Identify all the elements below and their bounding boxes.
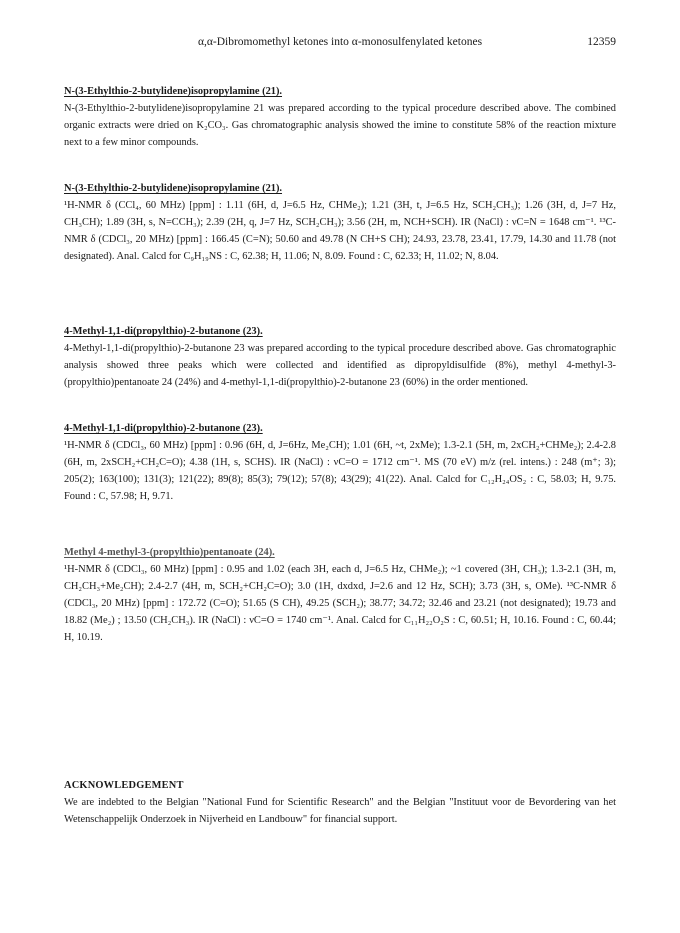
section-heading: 4-Methyl-1,1-di(propylthio)-2-butanone (23). [64, 326, 263, 337]
section-body: 4-Methyl-1,1-di(propylthio)-2-butanone 23 was prepared according to the typical procedure described above. Gas chromatographic analysis showed three peaks which were collected and identified as dipropyldisulfide (8%), methyl 4-methyl-3-(propylthio)pentanoate 24 (24%) and 4-methyl-1,1-di(propylthio)-2-butanone 23 (60%) in the order mentioned. [64, 342, 616, 388]
acknowledgement-section [64, 778, 616, 829]
section-pentanoate-spectra [64, 545, 616, 646]
section-imine-spectra [64, 181, 616, 266]
section-heading: Methyl 4-methyl-3-(propylthio)pentanoate (24). [64, 547, 275, 558]
acknowledgement-body: We are indebted to the Belgian "National Fund for Scientific Research" and the Belgian "Instituut voor de Bevordering van het Wetenschappelijk Onderzoek in Nijverheid en Landbouw" for financial support. [64, 796, 616, 825]
section-body: ¹H-NMR δ (CDCl₃, 60 MHz) [ppm] : 0.95 and 1.02 (each 3H, each d, J=6.5 Hz, CHMe₂); ~1 covered (3H, CH₃); 1.3-2.1 (3H, m, CH₂CH₃+Me₂CH); 2.4-2.7 (4H, m, SCH₂+CH₂C=O); 3.0 (1H, dxdxd, J=2.6 and 12 Hz, SCH); 3.73 (3H, s, OMe). ¹³C-NMR δ (CDCl₃, 20 MHz) [ppm] : 172.72 (C=O); 51.65 (S CH), 49.25 (SCH₂); 38.77; 34.72; 32.46 and 23.21 (not designated); 19.73 and 18.82 (Me₂) ; 13.50 (CH₂CH₃). IR (NaCl) : νC=O = 1740 cm⁻¹. Anal. Calcd for C₁₁H₂₂O₂S : C, 60.51; H, 10.16. Found : C, 60.44; H, 10.19. [64, 563, 616, 643]
section-body: N-(3-Ethylthio-2-butylidene)isopropylamine 21 was prepared according to the typical procedure described above. The combined organic extracts were dried on K₂CO₃. Gas chromatographic analysis showed the imine to constitute 58% of the reaction mixture next to a few minor compounds. [64, 102, 616, 148]
page-header [64, 36, 616, 52]
section-heading: N-(3-Ethylthio-2-butylidene)isopropylamine (21). [64, 86, 283, 97]
section-heading: N-(3-Ethylthio-2-butylidene)isopropylamine (21). [64, 183, 283, 194]
section-butanone-spectra [64, 421, 616, 506]
running-title: α,α-Dibromomethyl ketones into α-monosulfenylated ketones [197, 36, 483, 48]
section-imine-prep [64, 84, 616, 152]
acknowledgement-heading: ACKNOWLEDGEMENT [64, 780, 184, 791]
section-body: ¹H-NMR δ (CCl₄, 60 MHz) [ppm] : 1.11 (6H, d, J=6.5 Hz, CHMe₂); 1.21 (3H, t, J=6.5 Hz, SCH₂CH₃); 1.26 (3H, d, J=7 Hz, CH₃CH); 1.89 (3H, s, N=CCH₃); 2.39 (2H, q, J=7 Hz, SCH₂CH₃); 3.56 (2H, m, NCH+SCH). IR (NaCl) : νC=N = 1648 cm⁻¹. ¹³C-NMR δ (CDCl₃, 20 MHz) [ppm] : 166.45 (C=N); 50.60 and 49.78 (N CH+S CH); 24.93, 23.78, 23.41, 17.79, 14.30 and 11.78 (not designated). Anal. Calcd for C₉H₁₉NS : C, 62.38; H, 11.06; N, 8.09. Found : C, 62.33; H, 11.02; N, 8.04. [64, 199, 616, 262]
section-butanone-prep [64, 324, 616, 392]
section-heading: 4-Methyl-1,1-di(propylthio)-2-butanone (23). [64, 423, 263, 434]
section-body: ¹H-NMR δ (CDCl₃, 60 MHz) [ppm] : 0.96 (6H, d, J=6Hz, Me₂CH); 1.01 (6H, ~t, 2xMe); 1.3-2.1 (5H, m, 2xCH₂+CHMe₂); 2.4-2.8 (6H, m, 2xSCH₂+CH₂C=O); 4.38 (1H, s, SCHS). IR (NaCl) : νC=O = 1712 cm⁻¹. MS (70 eV) m/z (rel. intens.) : 248 (m⁺; 3); 205(2); 163(100); 131(3); 121(22); 89(8); 85(3); 79(12); 57(8); 43(29); 41(22). Anal. Calcd for C₁₂H₂₄OS₂ : C, 58.03; H, 9.75. Found : C, 57.98; H, 9.71. [64, 439, 616, 502]
page-number: 12359 [587, 36, 616, 48]
